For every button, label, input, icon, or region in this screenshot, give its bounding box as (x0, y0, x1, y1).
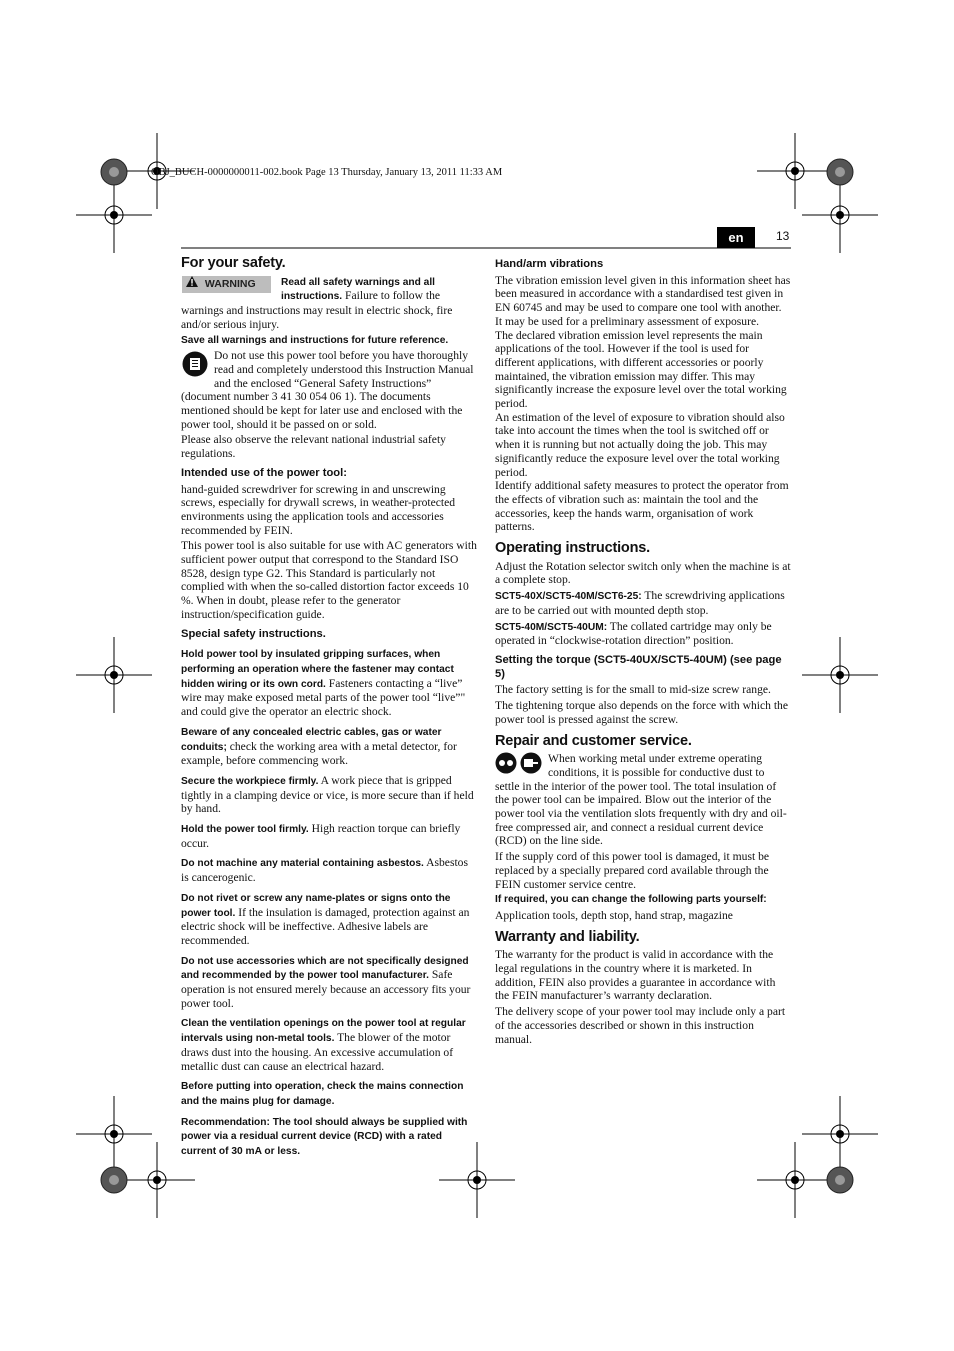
save-all-notice: Save all warnings and instructions for future reference. (181, 334, 449, 346)
safety-item-bold: Do not rivet or screw any name-plates or signs onto the power tool. (181, 892, 451, 919)
warranty-title: Warranty and liability. (495, 928, 640, 945)
safety-item (181, 822, 477, 850)
operating-p3-text: The collated cartridge may only be operated in “clockwise-rotation direction” position. (495, 619, 772, 648)
vibration-p3: An estimation of the level of exposure to vibration should also take into account the times when the tool is switched off or when it is running but not actually doing the job. This may significantly reduce the exposure level over the total working period. (495, 410, 785, 479)
safety-item-text: Asbestos is cancerogenic. (181, 856, 468, 885)
color-rosette (101, 1167, 127, 1193)
repair-p1 (495, 752, 791, 848)
left-column (181, 257, 477, 1161)
compressed-air-icon (520, 752, 542, 778)
vibration-p2: The declared vibration emission level represents the main applications of the tool. However if the tool is used for different applications, with different accessories or poorly maintained, the vibration emission may differ. This may significantly increase the exposure level over the total working period. (495, 328, 787, 411)
safety-item-bold: Hold the power tool firmly. (181, 824, 309, 836)
safety-item-bold: Beware of any concealed electric cables, gas or water conduits; (181, 726, 442, 753)
safety-item-bold: Do not machine any material containing asbestos. (181, 858, 424, 870)
operating-p3 (495, 620, 791, 648)
safety-item (181, 1115, 477, 1159)
safety-item (181, 1079, 477, 1108)
safety-item (181, 856, 477, 884)
safety-item (181, 954, 477, 1011)
vibration-p1: The vibration emission level given in this information sheet has been measured in accordance with a standardised test given in EN 60745 and may be used to compare one tool with another. It may be used for a preliminary assessment of exposure. (495, 273, 791, 328)
safety-title: For your safety. (181, 255, 286, 271)
safety-item-text: If the insulation is damaged, protection against an electric shock will be ineffective. Adhesive labels are recommended. (181, 905, 470, 947)
safety-item-text: The blower of the motor draws dust into the housing. An excessive accumulation of metallic dust can cause an electrical hazard. (181, 1031, 454, 1073)
operating-models: SCT5-40M/SCT5-40UM: (495, 621, 608, 633)
safety-item-bold: Clean the ventilation openings on the power tool at regular intervals using non-metal tools. (181, 1018, 466, 1045)
safety-item (181, 774, 477, 816)
safety-item-text: High reaction torque can briefly occur. (181, 822, 461, 850)
registration-cross (757, 133, 833, 209)
warning-triangle-icon (186, 276, 198, 293)
registration-cross (802, 1096, 878, 1172)
operating-p1: Adjust the Rotation selector switch only when the machine is at a complete stop. (495, 559, 791, 587)
repair-p1-text: When working metal under extreme operating conditions, it is possible for conductive dust to settle in the interior of the power tool. The total insulation of the power tool can be impaired. Blow out the interior of the power tool via the ventilation slots frequently with dry and oil-free compressed air, and connect a residual current device (RCD) on the line side. (495, 752, 787, 848)
safety-item (181, 891, 477, 948)
registration-cross (76, 1096, 152, 1172)
warning-badge (182, 276, 271, 293)
safety-item-bold: Recommendation: The tool should always be supplied with power via a residual current device (RCD) with a rated current of 30 mA or less. (181, 1116, 468, 1158)
intended-use-p1: hand-guided screwdriver for screwing in and unscrewing screws, especially for drywall screws, in weather-protected environments using the application tools and accessories recommended by FEIN. (181, 482, 456, 537)
safety-item (181, 725, 477, 768)
observe-regulations: Please also observe the relevant national industrial safety regulations. (181, 433, 446, 461)
language-label: en (728, 230, 744, 245)
page-number: 13 (776, 229, 790, 243)
safety-item-bold: Hold power tool by insulated gripping surfaces, when performing an operation where the fastener may contact hidden wiring or its own cord. (181, 649, 454, 690)
color-rosette (101, 159, 127, 185)
intended-use-title: Intended use of the power tool: (181, 466, 347, 479)
warning-paragraph (181, 275, 477, 332)
safety-item (181, 647, 477, 719)
torque-p2: The tightening torque also depends on the force with which the power tool is pressed against the screw. (495, 699, 788, 726)
operating-models: SCT5-40X/SCT5-40M/SCT6-25: (495, 591, 642, 603)
right-column (495, 257, 791, 1048)
safety-item-text: A work piece that is gripped tightly in a clamping device or vice, is more secure than if held by hand. (181, 773, 474, 816)
repair-parts: Application tools, depth stop, hand strap, magazine (495, 908, 733, 922)
file-info: OBJ_BUCH-0000000011-002.book Page 13 Thursday, January 13, 2011 11:33 AM (151, 167, 503, 178)
registration-cross (802, 637, 878, 713)
warranty-p1: The warranty for the product is valid in accordance with the legal regulations in the country where it is marketed. In addition, FEIN also provides a guarantee in accordance with the FEIN manufacturer’s warranty declaration. (495, 948, 776, 1003)
warranty-p2: The delivery scope of your power tool may include only a part of the accessories described or shown in this instruction manual. (495, 1005, 786, 1046)
safety-item (181, 1016, 477, 1073)
language-tab (717, 227, 755, 248)
registration-cross (76, 177, 152, 253)
warning-bold: Read all safety warnings and all instructions. (281, 276, 435, 303)
safety-item-bold: Before putting into operation, check the mains connection and the mains plug for damage. (181, 1081, 464, 1107)
safety-item-text: Fasteners contacting a “live” wire may make exposed metal parts of the power tool “live”" and could give the operator an electric shock. (181, 676, 466, 719)
color-rosette (827, 1167, 853, 1193)
repair-title: Repair and customer service. (495, 732, 692, 749)
special-safety-title: Special safety instructions. (181, 627, 326, 640)
warning-label: WARNING (204, 277, 256, 290)
operating-p2 (495, 589, 791, 617)
repair-parts-title: If required, you can change the following parts yourself: (495, 894, 767, 906)
repair-p2: If the supply cord of this power tool is damaged, it must be replaced by a specially prepared cord available through the FEIN customer service centre. (495, 850, 770, 891)
torque-title: Setting the torque (SCT5-40UX/SCT5-40UM) (see page 5) (495, 653, 782, 680)
intended-use-p2: This power tool is also suitable for use with AC generators with sufficient power output that correspond to the Standard ISO 8528, design type G2. This Standard is particularly not complied with when the so-called distortion factor exceeds 10 %. When in doubt, please refer to the generator instruction/specification guide. (181, 539, 477, 621)
operating-title: Operating instructions. (495, 540, 650, 557)
torque-p1: The factory setting is for the small to mid-size screw range. (495, 683, 771, 697)
warning-text: Failure to follow the warnings and instructions may result in electric shock, fire and/or serious injury. (181, 289, 453, 331)
safety-item-text: Safe operation is not ensured merely because an accessory fits your power tool. (181, 968, 471, 1010)
registration-cross (76, 637, 152, 713)
vibration-title: Hand/arm vibrations (495, 258, 604, 270)
registration-cross (802, 177, 878, 253)
operating-p2-text: The screwdriving applications are to be carried out with mounted depth stop. (495, 589, 785, 617)
read-manual-paragraph (181, 349, 477, 431)
vibration-p4: Identify additional safety measures to protect the operator from the effects of vibration such as: maintain the tool and the accessories, keep the hands warm, organisation of work patterns. (495, 479, 789, 534)
eye-protection-icon (495, 752, 517, 778)
registration-cross (757, 1142, 833, 1218)
safety-item-bold: Do not use accessories which are not specifically designed and recommended by the power tool manufacturer. (181, 955, 469, 982)
read-manual-text: Do not use this power tool before you have thoroughly read and completely understood this Instruction Manual and the enclosed “General Safety Instructions” (document number 3 41 30 054 06 1). The documents mentioned should be kept for later use and enclosed with the power tool, should it be passed on or sold. (181, 349, 474, 431)
read-manual-icon (182, 351, 208, 377)
safety-item-text: check the working area with a metal detector, for example, before commencing work. (181, 739, 457, 768)
safety-item-bold: Secure the workpiece firmly. (181, 775, 319, 787)
color-rosette (827, 159, 853, 185)
